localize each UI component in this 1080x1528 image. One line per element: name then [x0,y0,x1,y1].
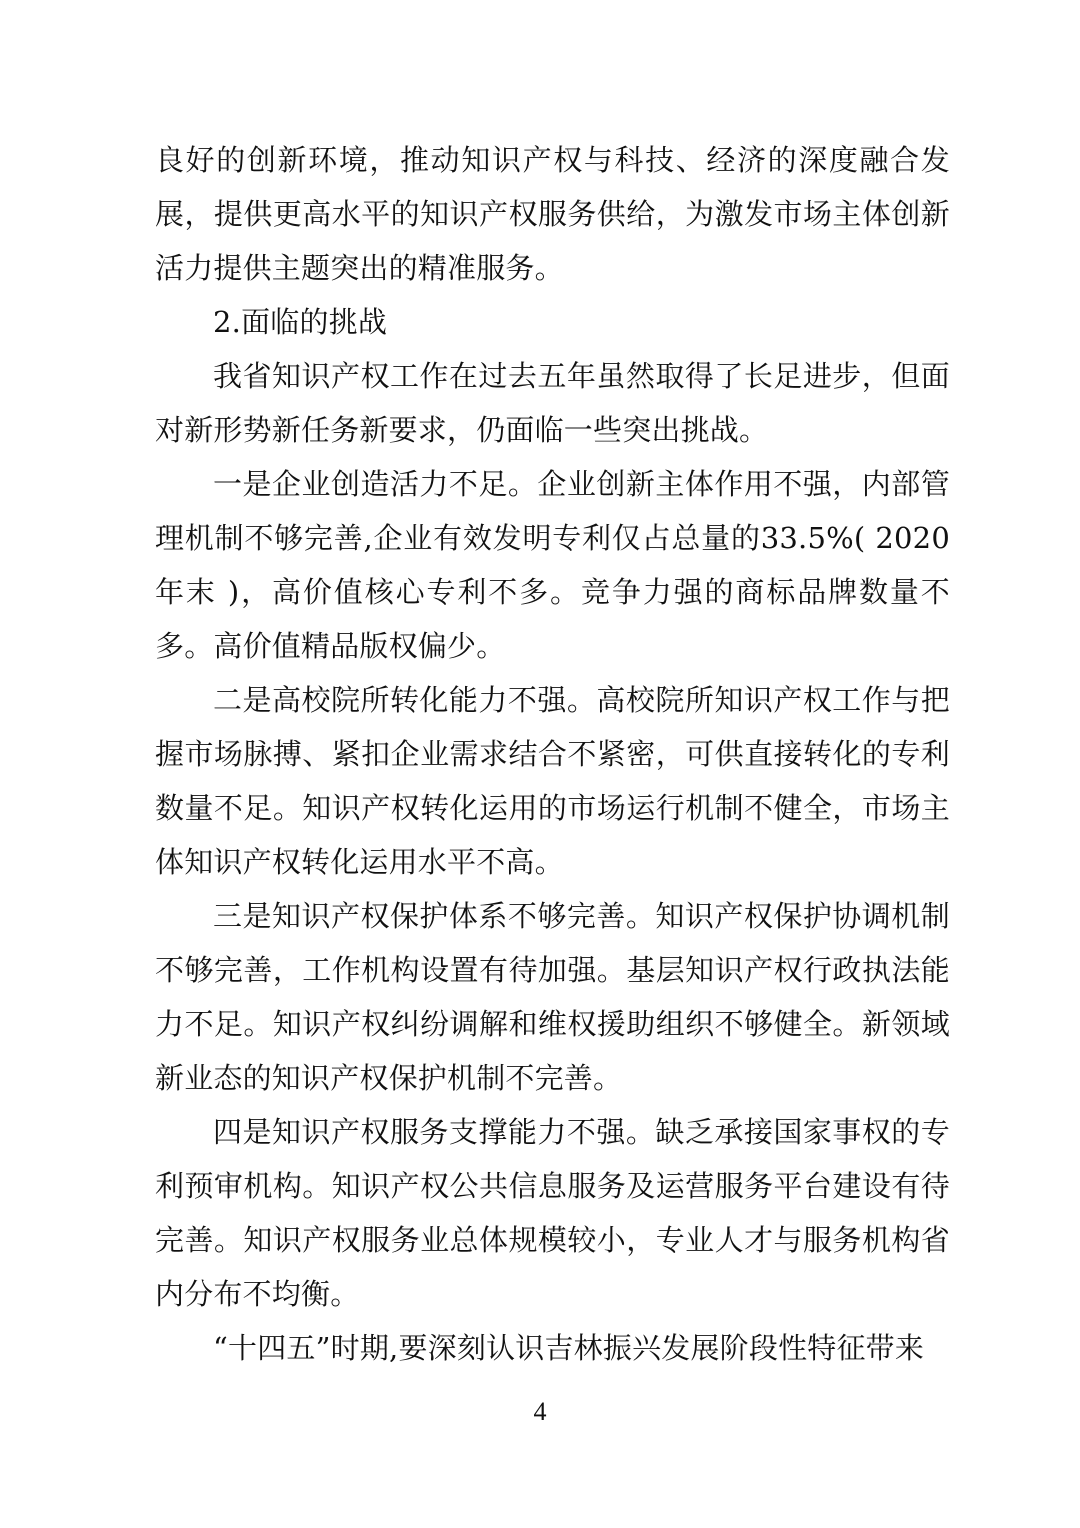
paragraph-challenges-intro: 我省知识产权工作在过去五年虽然取得了长足进步，但面对新形势新任务新要求，仍面临一些突出挑战。 [155,359,950,447]
paragraph-continuation: 良好的创新环境，推动知识产权与科技、经济的深度融合发展，提供更高水平的知识产权服务供给，为激发市场主体创新活力提供主题突出的精准服务。 [155,143,950,285]
document-body [155,133,950,1375]
page-number: 4 [533,1397,547,1426]
paragraph-fourteenth-five-year: “十四五”时期,要深刻认识吉林振兴发展阶段性特征带来 [213,1331,925,1365]
paragraph-university-transfer: 二是高校院所转化能力不强。高校院所知识产权工作与把握市场脉搏、紧扣企业需求结合不紧密，可供直接转化的专利数量不足。知识产权转化运用的市场运行机制不健全，市场主体知识产权转化运用水平不高。 [155,683,950,879]
paragraph-service-capacity: 四是知识产权服务支撑能力不强。缺乏承接国家事权的专利预审机构。知识产权公共信息服务及运营服务平台建设有待完善。知识产权服务业总体规模较小，专业人才与服务机构省内分布不均衡。 [155,1115,950,1311]
paragraph-enterprise-vitality: 一是企业创造活力不足。企业创新主体作用不强，内部管理机制不够完善,企业有效发明专利仅占总量的33.5%( 2020年末 )，高价值核心专利不多。竞争力强的商标品牌数量不多。高价值精品版权偏少。 [155,467,950,663]
section-heading-challenges: 2.面临的挑战 [213,305,388,339]
paragraph-protection-system: 三是知识产权保护体系不够完善。知识产权保护协调机制不够完善，工作机构设置有待加强。基层知识产权行政执法能力不足。知识产权纠纷调解和维权援助组织不够健全。新领域新业态的知识产权保护机制不完善。 [155,899,950,1095]
